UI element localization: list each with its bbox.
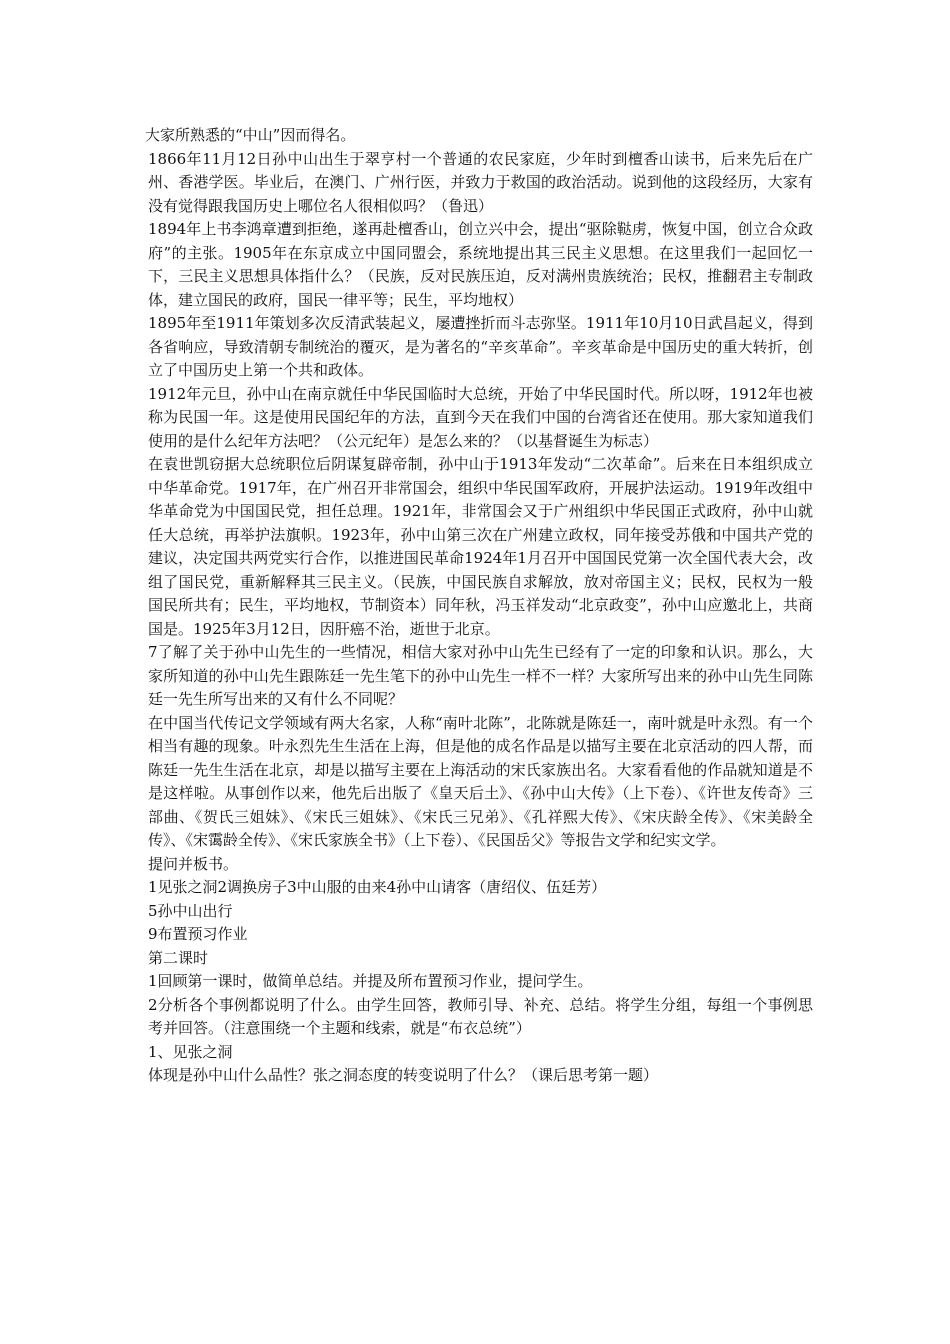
paragraph: 9布置预习作业 — [148, 925, 248, 943]
paragraph: 在中国当代传记文学领域有两大名家，人称“南叶北陈”，北陈就是陈廷一，南叶就是叶永烈。有一个相当有趣的现象。叶永烈先生生活在上海，但是他的成名作品是以描写主要在北京活动的四人帮，而陈廷一先生生活在北京，却是以描写主要在上海活动的宋氏家族出名。大家看看他的作品就知道是不是这样啦。从事创作以来，他先后出版了《皇天后土》、《孙中山大传》（上下卷）、《许世友传奇》三部曲、《贺氏三姐妹》、《宋氏三姐妹》、《宋氏三兄弟》、《孔祥熙大传》、《宋庆龄全传》、《宋美龄全传》、《宋霭龄全传》、《宋氏家族全书》（上下卷）、《民国岳父》等报告文学和纪实文学。 — [148, 713, 813, 849]
paragraph: 5孙中山出行 — [148, 901, 233, 920]
paragraph: 在袁世凯窃据大总统职位后阴谋复辟帝制，孙中山于1913年发动“二次革命”。后来在日本组织成立中华革命党。1917年，在广州召开非常国会，组织中华民国军政府，开展护法运动。1919年改组中华革命党为中国国民党，担任总理。1921年，非常国会又于广州组织中华民国正式政府，孙中山就任大总统，再举护法旗帜。1923年，孙中山第三次在广州建立政权，同年接受苏俄和中国共产党的建议，决定国共两党实行合作，以推进国民革命1924年1月召开中国国民党第一次全国代表大会，改组了国民党，重新解释其三民主义。（民族，中国民族自求解放，放对帝国主义；民权，民权为一般国民所共有；民生，平均地权，节制资本）同年秋，冯玉祥发动“北京政变”，孙中山应邀北上，共商国是。1925年3月12日，因肝癌不治，逝世于北京。 — [148, 455, 813, 638]
paragraph: 2分析各个事例都说明了什么。由学生回答，教师引导、补充、总结。将学生分组，每组一个事例思考并回答。（注意围绕一个主题和线索，就是“布衣总统”） — [148, 995, 813, 1037]
paragraph: 1866年11月12日孙中山出生于翠亨村一个普通的农民家庭，少年时到檀香山读书，后来先后在广州、香港学医。毕业后，在澳门、广州行医，并致力于救国的政治活动。说到他的这段经历，大家有没有觉得跟我国历史上哪位名人很相似吗？（鲁迅） — [148, 149, 813, 215]
paragraph: 1895年至1911年策划多次反清武装起义，屡遭挫折而斗志弥坚。1911年10月10日武昌起义，得到各省响应，导致清朝专制统治的覆灭，是为著名的“辛亥革命”。辛亥革命是中国历史的重大转折，创立了中国历史上第一个共和政体。 — [148, 314, 813, 379]
document-body — [145, 124, 813, 1088]
paragraph: 1894年上书李鸿章遭到拒绝，遂再赴檀香山，创立兴中会，提出“驱除鞑虏，恢复中国，创立合众政府”的主张。1905年在东京成立中国同盟会，系统地提出其三民主义思想。在这里我们一起回忆一下，三民主义思想具体指什么？（民族，反对民族压迫，反对满州贵族统治；民权，推翻君主专制政体，建立国民的政府，国民一律平等；民生，平均地权） — [148, 220, 813, 309]
paragraph: 大家所熟悉的“中山”因而得名。 — [145, 126, 356, 144]
paragraph: 1、见张之洞 — [148, 1042, 233, 1061]
paragraph: 1912年元旦，孙中山在南京就任中华民国临时大总统，开始了中华民国时代。所以呀，1912年也被称为民国一年。这是使用民国纪年的方法，直到今天在我们中国的台湾省还在使用。那大家知道我们使用的是什么纪年方法吧？（公元纪年）是怎么来的？（以基督诞生为标志） — [148, 384, 813, 450]
paragraph: 1见张之洞2调换房子3中山服的由来4孙中山请客（唐绍仪、伍廷芳） — [148, 878, 607, 896]
section-heading: 第二课时 — [148, 948, 209, 967]
paragraph: 体现是孙中山什么品性？张之洞态度的转变说明了什么？（课后思考第一题） — [148, 1066, 659, 1084]
paragraph: 1回顾第一课时，做简单总结。并提及所布置预习作业，提问学生。 — [148, 972, 593, 990]
paragraph: 提问并板书。 — [148, 854, 239, 873]
paragraph: 7了解了关于孙中山先生的一些情况，相信大家对孙中山先生已经有了一定的印象和认识。那么，大家所知道的孙中山先生跟陈廷一先生笔下的孙中山先生一样不一样？大家所写出来的孙中山先生同陈廷一先生所写出来的又有什么不同呢？ — [148, 643, 813, 708]
